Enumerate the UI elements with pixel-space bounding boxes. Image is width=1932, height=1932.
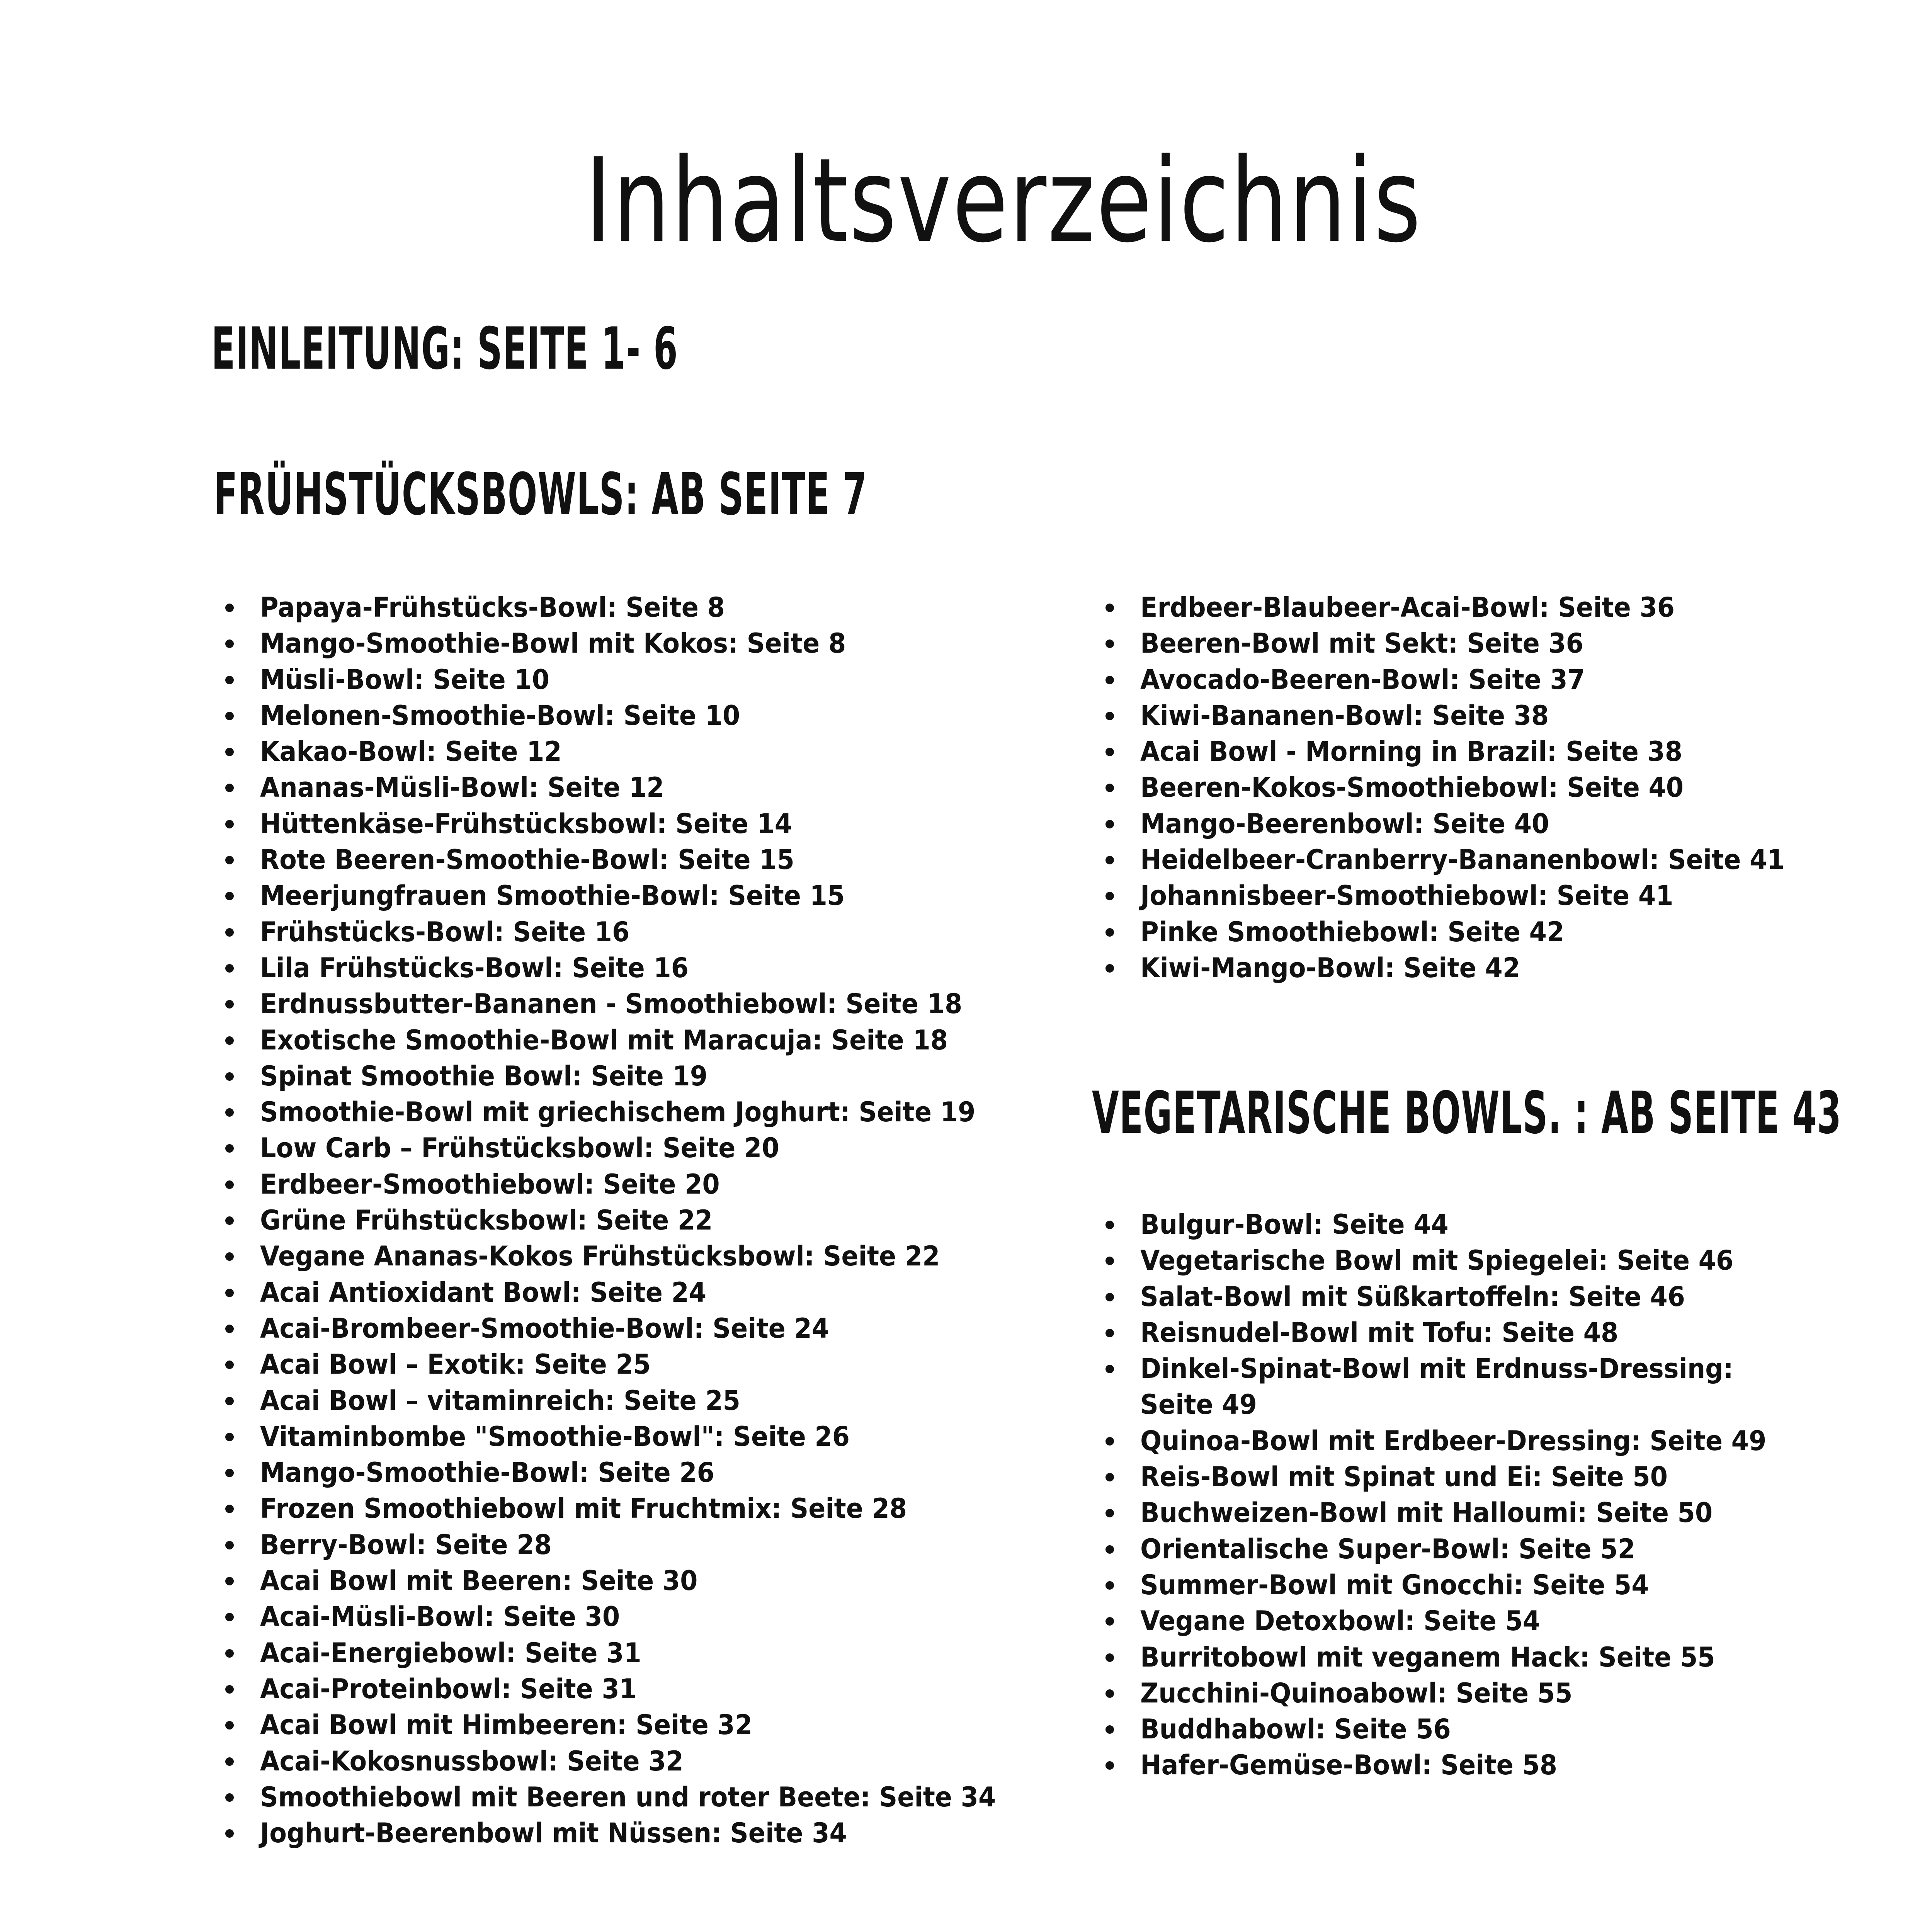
list-item	[224, 1419, 1051, 1455]
list-item-text: Kiwi-Mango-Bowl: Seite 42	[1140, 952, 1520, 984]
list-item-text: Lila Frühstücks-Bowl: Seite 16	[260, 952, 689, 984]
list-item	[224, 1094, 1051, 1130]
list-item	[1104, 1603, 1851, 1639]
list-item-text: Reis-Bowl mit Spinat und Ei: Seite 50	[1140, 1461, 1668, 1493]
list-item	[224, 1347, 1051, 1383]
list-item-text: Salat-Bowl mit Süßkartoffeln: Seite 46	[1140, 1281, 1685, 1313]
list-item	[224, 1743, 1051, 1779]
list-item-text: Zucchini-Quinoabowl: Seite 55	[1140, 1677, 1573, 1709]
list-item-text: Reisnudel-Bowl mit Tofu: Seite 48	[1140, 1316, 1619, 1349]
list-item	[224, 590, 1051, 626]
list-item-text: Vegane Ananas-Kokos Frühstücksbowl: Seite 22	[260, 1240, 940, 1272]
list-item-text: Grüne Frühstücksbowl: Seite 22	[260, 1204, 713, 1236]
list-item-text: Heidelbeer-Cranberry-Bananenbowl: Seite 41	[1140, 844, 1785, 876]
list-item-text: Frozen Smoothiebowl mit Fruchtmix: Seite 28	[260, 1493, 907, 1525]
list-item	[1104, 842, 1833, 878]
list-item-text: Mango-Beerenbowl: Seite 40	[1140, 808, 1549, 840]
list-item-text: Meerjungfrauen Smoothie-Bowl: Seite 15	[260, 880, 845, 912]
list-item	[1104, 1279, 1851, 1315]
list-item	[224, 1455, 1051, 1491]
list-item	[224, 1671, 1051, 1707]
list-item-text: Acai-Kokosnussbowl: Seite 32	[260, 1745, 684, 1777]
list-item-text: Buddhabowl: Seite 56	[1140, 1713, 1451, 1745]
list-item-text: Pinke Smoothiebowl: Seite 42	[1140, 916, 1565, 948]
list-item	[1104, 950, 1833, 986]
list-item-text: Summer-Bowl mit Gnocchi: Seite 54	[1140, 1569, 1649, 1601]
list-item	[224, 1527, 1051, 1563]
list-item-text: Müsli-Bowl: Seite 10	[260, 663, 549, 696]
list-item-text: Exotische Smoothie-Bowl mit Maracuja: Seite 18	[260, 1024, 948, 1056]
list-item	[224, 734, 1051, 770]
list-item-text: Kakao-Bowl: Seite 12	[260, 736, 562, 768]
list-item	[224, 842, 1051, 878]
list-item	[1104, 1243, 1851, 1279]
list-item-text: Acai Bowl mit Himbeeren: Seite 32	[260, 1709, 752, 1741]
list-item	[1104, 1639, 1851, 1675]
breakfast-list-column-1	[224, 590, 1051, 1851]
list-item-text: Beeren-Bowl mit Sekt: Seite 36	[1140, 628, 1583, 660]
list-item-text: Bulgur-Bowl: Seite 44	[1140, 1209, 1449, 1240]
list-item	[1104, 1495, 1851, 1531]
list-item-text: Quinoa-Bowl mit Erdbeer-Dressing: Seite 49	[1140, 1425, 1767, 1457]
list-item-text: Melonen-Smoothie-Bowl: Seite 10	[260, 699, 740, 731]
list-item-text: Avocado-Beeren-Bowl: Seite 37	[1140, 663, 1585, 696]
list-item	[224, 1383, 1051, 1419]
list-item	[224, 914, 1051, 950]
list-item	[224, 1635, 1051, 1671]
list-item	[224, 1130, 1051, 1166]
list-item	[224, 1599, 1051, 1635]
list-item	[1104, 914, 1833, 950]
list-item-text: Buchweizen-Bowl mit Halloumi: Seite 50	[1140, 1497, 1713, 1529]
list-item-text: Acai Bowl - Morning in Brazil: Seite 38	[1140, 736, 1682, 768]
list-item-text: Low Carb – Frühstücksbowl: Seite 20	[260, 1132, 779, 1164]
list-item-text: Joghurt-Beerenbowl mit Nüssen: Seite 34	[260, 1817, 847, 1849]
list-item-text: Acai-Müsli-Bowl: Seite 30	[260, 1601, 620, 1633]
list-item	[224, 1707, 1051, 1743]
list-item	[224, 1202, 1051, 1238]
list-item-text: Hüttenkäse-Frühstücksbowl: Seite 14	[260, 808, 793, 840]
list-item-text: Hafer-Gemüse-Bowl: Seite 58	[1140, 1749, 1558, 1781]
list-item	[224, 1238, 1051, 1274]
list-item	[1104, 1315, 1851, 1351]
list-item	[1104, 1423, 1851, 1459]
list-item	[224, 878, 1051, 914]
list-item	[224, 698, 1051, 734]
list-item-text: Mango-Smoothie-Bowl: Seite 26	[260, 1457, 714, 1489]
list-item	[1104, 1531, 1851, 1567]
section-heading-breakfast: FRÜHSTÜCKSBOWLS: AB SEITE 7	[214, 461, 867, 528]
list-item	[224, 806, 1051, 842]
list-item-text: Acai-Energiebowl: Seite 31	[260, 1637, 641, 1669]
list-item-text: Ananas-Müsli-Bowl: Seite 12	[260, 772, 664, 804]
vegetarian-list	[1104, 1207, 1851, 1784]
list-item	[224, 1491, 1051, 1527]
list-item	[1104, 1567, 1851, 1603]
list-item	[224, 770, 1051, 806]
list-item-text: Vegane Detoxbowl: Seite 54	[1140, 1605, 1541, 1637]
list-item	[1104, 662, 1833, 698]
list-item-text: Mango-Smoothie-Bowl mit Kokos: Seite 8	[260, 628, 846, 660]
list-item-text: Erdbeer-Smoothiebowl: Seite 20	[260, 1168, 720, 1200]
list-item-text: Spinat Smoothie Bowl: Seite 19	[260, 1060, 708, 1092]
list-item	[224, 1563, 1051, 1599]
list-item	[1104, 1207, 1851, 1243]
list-item	[1104, 734, 1833, 770]
list-item-text: Rote Beeren-Smoothie-Bowl: Seite 15	[260, 844, 794, 876]
list-item	[224, 1815, 1051, 1851]
list-item	[224, 626, 1051, 662]
list-item	[1104, 626, 1833, 662]
list-item-text: Vegetarische Bowl mit Spiegelei: Seite 46	[1140, 1245, 1734, 1277]
list-item	[1104, 1459, 1851, 1495]
list-item-text: Smoothiebowl mit Beeren und roter Beete: Seite 34	[260, 1781, 996, 1813]
list-item	[224, 662, 1051, 698]
breakfast-list-column-2	[1104, 590, 1833, 986]
list-item-text: Acai-Proteinbowl: Seite 31	[260, 1673, 637, 1705]
list-item-text: Acai Antioxidant Bowl: Seite 24	[260, 1276, 707, 1308]
list-item-text: Acai Bowl – Exotik: Seite 25	[260, 1349, 651, 1381]
list-item-text: Vitaminbombe "Smoothie-Bowl": Seite 26	[260, 1420, 850, 1452]
list-item-text: Frühstücks-Bowl: Seite 16	[260, 916, 630, 948]
list-item-text: Burritobowl mit veganem Hack: Seite 55	[1140, 1641, 1715, 1673]
list-item-text: Dinkel-Spinat-Bowl mit Erdnuss-Dressing: Seite 49	[1140, 1353, 1733, 1421]
section-heading-intro: EINLEITUNG: SEITE 1- 6	[211, 315, 678, 383]
list-item-text: Erdbeer-Blaubeer-Acai-Bowl: Seite 36	[1140, 592, 1675, 623]
list-item	[224, 1311, 1051, 1347]
list-item-text: Acai Bowl – vitaminreich: Seite 25	[260, 1384, 740, 1417]
section-heading-vegetarian: VEGETARISCHE BOWLS. : AB SEITE 43	[1092, 1080, 1842, 1147]
list-item	[224, 1167, 1051, 1202]
list-item-text: Acai Bowl mit Beeren: Seite 30	[260, 1565, 698, 1597]
list-item-text: Erdnussbutter-Bananen - Smoothiebowl: Seite 18	[260, 988, 963, 1020]
list-item-text: Johannisbeer-Smoothiebowl: Seite 41	[1140, 880, 1673, 912]
list-item	[1104, 1711, 1851, 1747]
list-item	[1104, 698, 1833, 734]
list-item	[224, 1275, 1051, 1311]
list-item-text: Smoothie-Bowl mit griechischem Joghurt: Seite 19	[260, 1096, 976, 1128]
list-item-text: Orientalische Super-Bowl: Seite 52	[1140, 1533, 1635, 1565]
list-item	[224, 986, 1051, 1022]
list-item	[1104, 878, 1833, 914]
list-item-text: Acai-Brombeer-Smoothie-Bowl: Seite 24	[260, 1312, 830, 1344]
list-item	[1104, 770, 1833, 806]
list-item	[224, 1779, 1051, 1815]
list-item	[1104, 1747, 1851, 1783]
list-item	[1104, 590, 1833, 626]
list-item	[1104, 1675, 1851, 1711]
list-item	[1104, 1351, 1851, 1423]
list-item	[224, 950, 1051, 986]
list-item-text: Kiwi-Bananen-Bowl: Seite 38	[1140, 699, 1549, 731]
list-item	[224, 1058, 1051, 1094]
list-item-text: Papaya-Frühstücks-Bowl: Seite 8	[260, 592, 725, 623]
page-title: Inhaltsverzeichnis	[585, 133, 1422, 268]
list-item	[224, 1022, 1051, 1058]
list-item-text: Beeren-Kokos-Smoothiebowl: Seite 40	[1140, 772, 1684, 804]
list-item	[1104, 806, 1833, 842]
list-item-text: Berry-Bowl: Seite 28	[260, 1529, 552, 1561]
